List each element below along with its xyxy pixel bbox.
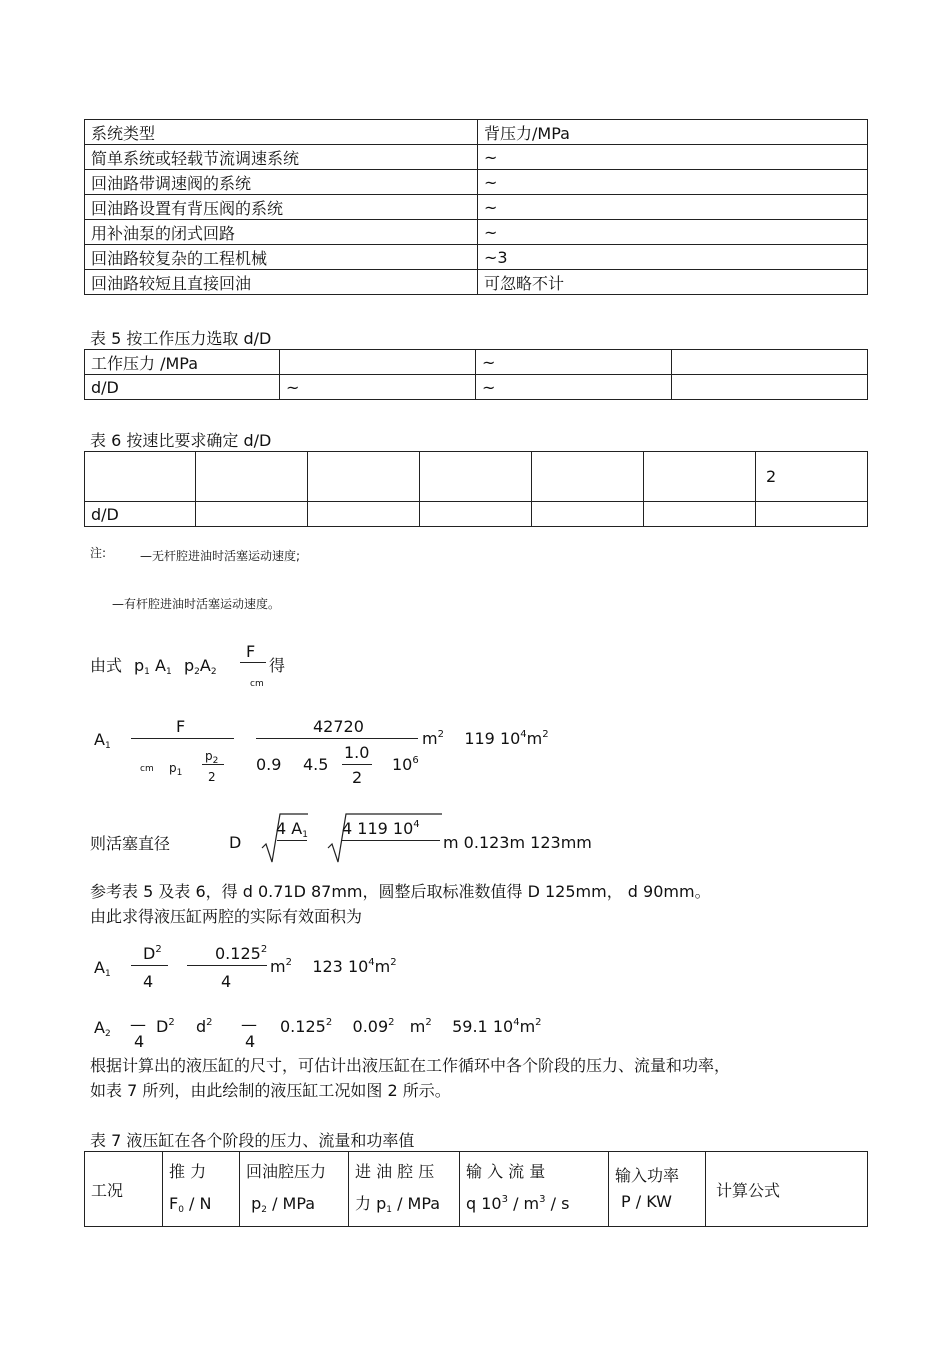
eq4-f2-value: 0.125 <box>215 944 261 963</box>
table-cell <box>644 452 756 502</box>
table7-caption: 表 7 液压缸在各个阶段的压力、流量和功率值 <box>90 1131 415 1150</box>
eq4-result-sup: 4 <box>368 957 375 968</box>
col5-q: q 10 <box>466 1194 502 1213</box>
eq5-result: 59.1 10 <box>452 1017 514 1036</box>
eq5-A-sub: 2 <box>104 1029 111 1039</box>
col6-bottom: P / KW <box>621 1192 672 1211</box>
para1-line2: 由此求得液压缸两腔的实际有效面积为 <box>90 907 363 926</box>
eq5-v1: 0.125 <box>280 1017 326 1036</box>
eq5-D <box>156 1017 175 1036</box>
table-cell: 回油路较复杂的工程机械 <box>85 245 478 270</box>
eq4-f1-D-sup: 2 <box>155 944 162 955</box>
table-cell: d/D <box>85 502 196 527</box>
eq5-d-sup: 2 <box>206 1017 213 1028</box>
eq2-f1-den-frac-den: 2 <box>208 770 216 784</box>
col5-m: / m <box>507 1194 540 1213</box>
col2-unit: / N <box>183 1194 212 1213</box>
eq5-A2 <box>94 1018 111 1037</box>
col4-bottom <box>355 1188 453 1223</box>
table-cell: ~ <box>478 195 868 220</box>
eq4-f2-num <box>215 944 267 963</box>
eq4-unit2-sup: 2 <box>390 957 397 968</box>
eq2-f1-den-p-sub: 1 <box>176 768 183 778</box>
table-cell: d/D <box>85 375 280 400</box>
eq1-frac-den: cm <box>250 679 264 689</box>
col6-top: 输入功率 <box>615 1166 680 1185</box>
eq4-result-value: 123 10 <box>312 957 369 976</box>
eq3-rad2-line <box>342 840 440 841</box>
eq2-f2-den-frac-num: 1.0 <box>344 743 370 762</box>
eq4-f1-D: D <box>143 944 156 963</box>
table-cell <box>644 502 756 527</box>
table-cell <box>672 375 868 400</box>
eq1-p2A2 <box>184 656 217 675</box>
eq2-f2-den-frac-line <box>342 764 372 765</box>
eq5-result-sup: 4 <box>513 1017 520 1028</box>
eq2-unit2-sup: 2 <box>542 729 549 740</box>
col3-unit: / MPa <box>266 1194 316 1213</box>
eq4-A-sub: 1 <box>104 969 111 979</box>
eq4-f1-den: 4 <box>143 972 154 991</box>
table-header-row <box>85 120 868 145</box>
eq4-f1-num <box>143 944 162 963</box>
eq3-D: D <box>229 833 242 852</box>
table-cell: ~ <box>478 170 868 195</box>
eq4-f2-sup: 2 <box>260 944 268 955</box>
col4-p: 力 p <box>355 1194 387 1213</box>
table5 <box>84 349 868 400</box>
table-cell <box>532 452 644 502</box>
col2-F: F <box>169 1194 179 1213</box>
eq4-unit2: m <box>374 957 391 976</box>
eq2-f1-den-fn-p: p <box>205 749 213 763</box>
col2-top: 推 力 <box>169 1162 207 1181</box>
table-cell <box>308 502 420 527</box>
col4-p-sub: 1 <box>386 1205 392 1215</box>
eq2-f2-den-a: 0.9 <box>256 755 282 774</box>
eq5-dash2: — <box>241 1015 257 1034</box>
eq1-tail: 得 <box>269 656 286 675</box>
table-header-cell <box>163 1152 240 1227</box>
col2-bottom <box>169 1188 233 1223</box>
eq4-result <box>270 957 397 976</box>
eq2-unit1: m <box>422 729 438 748</box>
eq5-D-text: D <box>156 1017 169 1036</box>
eq3-rad1-line <box>277 840 307 841</box>
eq2-result-sup: 4 <box>520 729 527 740</box>
col5-bottom <box>466 1188 602 1223</box>
table-row <box>85 375 868 400</box>
eq2-f1-line <box>131 738 234 739</box>
table-cell: ~3 <box>478 245 868 270</box>
eq1-A1-sub: 1 <box>165 667 172 677</box>
eq5-v1-sup: 2 <box>325 1017 333 1028</box>
table-cell <box>420 452 532 502</box>
eq4-A: A <box>94 958 105 977</box>
eq2-f2-num: 42720 <box>313 717 364 736</box>
table-header-cell <box>349 1152 460 1227</box>
table-row <box>85 145 868 170</box>
eq4-f2-den: 4 <box>221 972 232 991</box>
eq2-A-sub: 1 <box>104 741 111 751</box>
table-header-cell <box>460 1152 609 1227</box>
eq5-unit-sup: 2 <box>425 1017 432 1028</box>
col4-top: 进 油 腔 压 <box>355 1162 435 1181</box>
eq5-v2-sup: 2 <box>388 1017 395 1028</box>
col4-unit: / MPa <box>391 1194 441 1213</box>
col5-s: / s <box>545 1194 570 1213</box>
eq4-f1-line <box>131 965 168 966</box>
eq3-rad1-sub: 1 <box>302 830 308 840</box>
eq2-result-value: 119 10 <box>464 729 521 748</box>
table-cell: 简单系统或轻载节流调速系统 <box>85 145 478 170</box>
table-row <box>85 170 868 195</box>
table-header-cell: 系统类型 <box>85 120 478 145</box>
table-cell: 用补油泵的闭式回路 <box>85 220 478 245</box>
table-header-cell <box>240 1152 349 1227</box>
eq2-f2-den-pow-exp: 6 <box>412 755 419 766</box>
table-cell: 可忽略不计 <box>478 270 868 295</box>
eq1-p2-sub: 2 <box>194 667 200 677</box>
eq3-rad2-text: 4 119 10 <box>342 819 414 838</box>
eq4-A1 <box>94 958 111 977</box>
table-header-cell: 计算公式 <box>706 1152 868 1227</box>
eq1-p1: p <box>134 656 145 675</box>
eq5-unit2-sup: 2 <box>535 1017 542 1028</box>
eq5-dash: — <box>130 1015 146 1034</box>
eq4-f2-line <box>187 965 267 966</box>
eq1-A2: A <box>199 656 211 675</box>
eq1-lead: 由式 <box>90 656 123 675</box>
eq2-A: A <box>94 730 105 749</box>
note-line-2: —有杆腔进油时活塞运动速度。 <box>112 597 281 611</box>
eq5-v2: 0.09 <box>352 1017 389 1036</box>
table5-caption: 表 5 按工作压力选取 d/D <box>90 329 272 348</box>
table-cell <box>756 502 868 527</box>
table-row <box>85 270 868 295</box>
table6 <box>84 451 868 527</box>
para2-line2: 如表 7 所列，由此绘制的液压缸工况如图 2 所示。 <box>90 1081 451 1100</box>
eq3-rad1 <box>276 819 308 838</box>
table-cell <box>420 502 532 527</box>
table-header-cell <box>609 1152 706 1227</box>
eq2-f2-den-frac-den: 2 <box>352 768 363 787</box>
eq1-frac-line <box>240 662 266 663</box>
table-cell <box>196 452 308 502</box>
eq4-unit-sup: 2 <box>285 957 292 968</box>
eq5-A: A <box>94 1018 105 1037</box>
eq1-p2: p <box>184 656 195 675</box>
eq5-d-text: d <box>196 1017 207 1036</box>
eq3-rad2 <box>342 819 420 838</box>
col3-p-sub: 2 <box>261 1205 267 1215</box>
table-cell <box>532 502 644 527</box>
backpressure-table <box>84 119 868 295</box>
eq3-rad1-text: 4 A <box>276 819 303 838</box>
eq1-A1: A <box>154 656 166 675</box>
eq2-f2-line <box>256 738 418 739</box>
table-cell: 2 <box>756 452 868 502</box>
table6-caption: 表 6 按速比要求确定 d/D <box>90 431 272 450</box>
eq3-tail: m 0.123m 123mm <box>443 833 592 852</box>
eq2-f1-den-frac-num <box>205 745 218 764</box>
eq2-f2-den-pow <box>392 755 419 774</box>
table-header-cell: 背压力/MPa <box>478 120 868 145</box>
eq5-unit: m <box>409 1017 426 1036</box>
table-cell: 回油路带调速阀的系统 <box>85 170 478 195</box>
note-label: 注: <box>90 546 107 560</box>
col5-top: 输 入 流 量 <box>466 1162 546 1181</box>
eq5-den: 4 <box>134 1032 145 1051</box>
table-cell <box>280 350 476 375</box>
para1-line1: 参考表 5 及表 6，得 d 0.71D 87mm，圆整后取标准数值得 D 125mm， d 90mm。 <box>90 882 711 901</box>
note-line-1: —无杆腔进油时活塞运动速度; <box>140 549 301 563</box>
table-header-cell: 工况 <box>85 1152 163 1227</box>
table-cell: 回油路设置有背压阀的系统 <box>85 195 478 220</box>
eq5-unit2: m <box>519 1017 536 1036</box>
table-cell: ~ <box>476 375 672 400</box>
eq5-d <box>196 1017 213 1036</box>
eq2-f1-den-p1 <box>169 757 182 776</box>
col5-sup1: 3 <box>501 1194 508 1205</box>
table7 <box>84 1151 868 1227</box>
col2-F-sub: 0 <box>178 1205 184 1215</box>
eq1-A2-sub: 2 <box>210 667 217 677</box>
table-cell <box>672 350 868 375</box>
eq2-unit1-sup: 2 <box>437 729 444 740</box>
table-header-row <box>85 1152 868 1227</box>
eq1-frac-num: F <box>246 642 256 661</box>
col3-bottom <box>246 1188 342 1223</box>
eq2-f1-den-cm: cm <box>140 764 154 774</box>
eq2-A1 <box>94 730 111 749</box>
eq2-f1-den-fn-sub: 2 <box>212 756 219 766</box>
table-cell <box>85 452 196 502</box>
eq5-D-sup: 2 <box>168 1017 175 1028</box>
eq2-f1-den-p: p <box>169 761 177 775</box>
eq2-unit2: m <box>526 729 543 748</box>
eq2-f2-den-b: 4.5 <box>303 755 329 774</box>
eq3-lead: 则活塞直径 <box>90 834 171 853</box>
eq2-result <box>422 729 549 748</box>
col5-sup2: 3 <box>539 1194 546 1205</box>
eq2-f1-num: F <box>176 717 186 736</box>
table-row <box>85 452 868 502</box>
eq1-p1-sub: 1 <box>144 667 150 677</box>
eq2-f2-den-pow-base: 10 <box>392 755 413 774</box>
eq4-unit: m <box>270 957 286 976</box>
eq3-rad2-sup: 4 <box>413 819 420 830</box>
table-row <box>85 195 868 220</box>
para2-line1: 根据计算出的液压缸的尺寸，可估计出液压缸在工作循环中各个阶段的压力、流量和功率， <box>90 1056 731 1075</box>
table-cell <box>196 502 308 527</box>
table-cell: ~ <box>478 220 868 245</box>
table-cell: ~ <box>476 350 672 375</box>
table-cell: 工作压力 /MPa <box>85 350 280 375</box>
table-cell <box>308 452 420 502</box>
table-cell: ~ <box>478 145 868 170</box>
eq5-den2: 4 <box>245 1032 256 1051</box>
table-row <box>85 220 868 245</box>
table-cell: 回油路较短且直接回油 <box>85 270 478 295</box>
col3-top: 回油腔压力 <box>246 1162 327 1181</box>
table-row <box>85 502 868 527</box>
eq2-f1-den-frac-line <box>202 764 224 765</box>
table-row <box>85 245 868 270</box>
eq1-p1A1 <box>134 656 172 675</box>
col3-p: p <box>251 1194 262 1213</box>
eq5-values <box>280 1017 542 1036</box>
table-cell: ~ <box>280 375 476 400</box>
table-row <box>85 350 868 375</box>
